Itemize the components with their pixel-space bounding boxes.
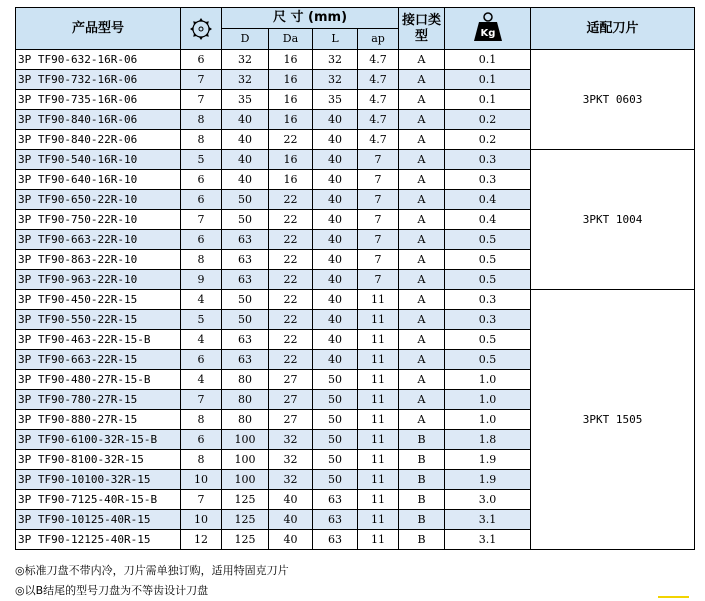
cell-L: 35 xyxy=(313,90,358,110)
header-Da: Da xyxy=(269,29,313,50)
cell-Da: 16 xyxy=(269,170,313,190)
cell-ap: 11 xyxy=(358,510,399,530)
cell-weight: 1.0 xyxy=(445,390,531,410)
cell-type: B xyxy=(399,430,445,450)
cell-Da: 22 xyxy=(269,210,313,230)
weight-unit: Kg xyxy=(480,27,495,39)
cell-type: A xyxy=(399,50,445,70)
cell-ap: 11 xyxy=(358,450,399,470)
cell-model: 3P TF90-7125-40R-15-B xyxy=(16,490,181,510)
cell-ap: 7 xyxy=(358,210,399,230)
cell-model: 3P TF90-650-22R-10 xyxy=(16,190,181,210)
cell-type: A xyxy=(399,70,445,90)
notes xyxy=(15,561,289,601)
cell-teeth: 6 xyxy=(181,430,222,450)
cell-model: 3P TF90-840-16R-06 xyxy=(16,110,181,130)
cell-teeth: 6 xyxy=(181,170,222,190)
cell-teeth: 5 xyxy=(181,150,222,170)
cell-weight: 3.1 xyxy=(445,510,531,530)
cell-L: 40 xyxy=(313,210,358,230)
cell-ap: 4.7 xyxy=(358,50,399,70)
cell-L: 40 xyxy=(313,130,358,150)
header-ap: ap xyxy=(358,29,399,50)
cell-Da: 22 xyxy=(269,190,313,210)
cell-ap: 4.7 xyxy=(358,110,399,130)
cell-ap: 11 xyxy=(358,370,399,390)
cell-model: 3P TF90-12125-40R-15 xyxy=(16,530,181,550)
cell-model: 3P TF90-540-16R-10 xyxy=(16,150,181,170)
table-row xyxy=(16,150,695,170)
header-dimensions: 尺 寸 (mm) xyxy=(222,8,399,29)
cell-insert: 3PKT 1505 xyxy=(531,290,695,550)
cell-ap: 11 xyxy=(358,430,399,450)
cell-Da: 32 xyxy=(269,470,313,490)
cell-L: 40 xyxy=(313,230,358,250)
cell-D: 50 xyxy=(222,210,269,230)
accent-mark xyxy=(658,596,689,598)
cell-L: 50 xyxy=(313,410,358,430)
cell-teeth: 7 xyxy=(181,90,222,110)
cell-D: 63 xyxy=(222,350,269,370)
cell-insert: 3PKT 1004 xyxy=(531,150,695,290)
cell-type: A xyxy=(399,310,445,330)
cell-weight: 0.3 xyxy=(445,290,531,310)
cell-weight: 0.2 xyxy=(445,110,531,130)
header-teeth xyxy=(181,8,222,50)
cell-weight: 1.0 xyxy=(445,410,531,430)
cell-Da: 27 xyxy=(269,390,313,410)
cell-model: 3P TF90-963-22R-10 xyxy=(16,270,181,290)
cell-model: 3P TF90-880-27R-15 xyxy=(16,410,181,430)
cell-teeth: 5 xyxy=(181,310,222,330)
cell-type: A xyxy=(399,270,445,290)
cell-weight: 3.1 xyxy=(445,530,531,550)
cell-ap: 7 xyxy=(358,230,399,250)
cell-ap: 7 xyxy=(358,250,399,270)
cell-model: 3P TF90-663-22R-15 xyxy=(16,350,181,370)
cell-teeth: 12 xyxy=(181,530,222,550)
cell-Da: 22 xyxy=(269,330,313,350)
cell-weight: 0.3 xyxy=(445,170,531,190)
cell-type: A xyxy=(399,290,445,310)
cell-teeth: 8 xyxy=(181,450,222,470)
cell-weight: 0.5 xyxy=(445,270,531,290)
cell-L: 50 xyxy=(313,450,358,470)
cell-Da: 16 xyxy=(269,150,313,170)
cell-ap: 7 xyxy=(358,170,399,190)
cell-teeth: 6 xyxy=(181,350,222,370)
cell-type: B xyxy=(399,450,445,470)
cell-type: B xyxy=(399,530,445,550)
cell-teeth: 9 xyxy=(181,270,222,290)
cell-type: A xyxy=(399,190,445,210)
cell-weight: 0.3 xyxy=(445,310,531,330)
cell-teeth: 10 xyxy=(181,470,222,490)
header-D: D xyxy=(222,29,269,50)
cell-teeth: 8 xyxy=(181,110,222,130)
cell-type: B xyxy=(399,470,445,490)
cell-Da: 40 xyxy=(269,530,313,550)
cell-ap: 11 xyxy=(358,290,399,310)
header-interface xyxy=(399,8,445,50)
cell-D: 63 xyxy=(222,270,269,290)
cell-ap: 4.7 xyxy=(358,90,399,110)
cell-D: 80 xyxy=(222,410,269,430)
cell-model: 3P TF90-640-16R-10 xyxy=(16,170,181,190)
cell-weight: 0.4 xyxy=(445,190,531,210)
cell-D: 125 xyxy=(222,530,269,550)
cell-D: 50 xyxy=(222,290,269,310)
cell-Da: 22 xyxy=(269,350,313,370)
cell-ap: 11 xyxy=(358,330,399,350)
cell-weight: 0.1 xyxy=(445,70,531,90)
cell-teeth: 7 xyxy=(181,210,222,230)
cell-Da: 16 xyxy=(269,110,313,130)
cell-ap: 11 xyxy=(358,490,399,510)
cell-ap: 7 xyxy=(358,150,399,170)
cutter-teeth-icon xyxy=(181,16,221,42)
header-weight xyxy=(445,8,531,50)
cell-D: 32 xyxy=(222,50,269,70)
cell-weight: 0.5 xyxy=(445,350,531,370)
cell-model: 3P TF90-663-22R-10 xyxy=(16,230,181,250)
cell-teeth: 10 xyxy=(181,510,222,530)
cell-D: 50 xyxy=(222,190,269,210)
cell-teeth: 7 xyxy=(181,490,222,510)
cell-type: A xyxy=(399,90,445,110)
cell-weight: 0.3 xyxy=(445,150,531,170)
cell-L: 40 xyxy=(313,270,358,290)
cell-D: 125 xyxy=(222,490,269,510)
cell-D: 40 xyxy=(222,110,269,130)
cell-weight: 0.1 xyxy=(445,90,531,110)
cell-teeth: 4 xyxy=(181,370,222,390)
weight-kg-icon xyxy=(472,11,504,41)
cell-L: 63 xyxy=(313,490,358,510)
cell-model: 3P TF90-863-22R-10 xyxy=(16,250,181,270)
table-row xyxy=(16,50,695,70)
cell-D: 63 xyxy=(222,250,269,270)
cell-type: A xyxy=(399,130,445,150)
cell-ap: 11 xyxy=(358,470,399,490)
note-line: ◎以B结尾的型号刀盘为不等齿设计刀盘 xyxy=(15,584,209,597)
cell-insert: 3PKT 0603 xyxy=(531,50,695,150)
cell-L: 40 xyxy=(313,190,358,210)
cell-type: A xyxy=(399,330,445,350)
cell-model: 3P TF90-632-16R-06 xyxy=(16,50,181,70)
spec-table xyxy=(15,7,695,550)
cell-Da: 27 xyxy=(269,370,313,390)
cell-D: 125 xyxy=(222,510,269,530)
cell-model: 3P TF90-780-27R-15 xyxy=(16,390,181,410)
cell-type: A xyxy=(399,350,445,370)
cell-L: 50 xyxy=(313,390,358,410)
cell-Da: 16 xyxy=(269,90,313,110)
cell-teeth: 8 xyxy=(181,410,222,430)
cell-L: 40 xyxy=(313,310,358,330)
table-row xyxy=(16,290,695,310)
cell-ap: 11 xyxy=(358,350,399,370)
cell-teeth: 6 xyxy=(181,50,222,70)
cell-ap: 11 xyxy=(358,530,399,550)
cell-L: 50 xyxy=(313,470,358,490)
cell-type: A xyxy=(399,250,445,270)
cell-Da: 32 xyxy=(269,450,313,470)
cell-type: A xyxy=(399,110,445,130)
cell-Da: 22 xyxy=(269,230,313,250)
cell-D: 40 xyxy=(222,130,269,150)
cell-Da: 22 xyxy=(269,290,313,310)
header-insert: 适配刀片 xyxy=(531,8,695,50)
note-line: ◎标准刀盘不带内冷，刀片需单独订购，适用特固克刀片 xyxy=(15,564,289,577)
cell-L: 40 xyxy=(313,290,358,310)
cell-teeth: 8 xyxy=(181,250,222,270)
cell-D: 100 xyxy=(222,430,269,450)
cell-model: 3P TF90-10100-32R-15 xyxy=(16,470,181,490)
cell-Da: 22 xyxy=(269,310,313,330)
cell-ap: 11 xyxy=(358,310,399,330)
cell-type: A xyxy=(399,370,445,390)
cell-type: B xyxy=(399,490,445,510)
cell-model: 3P TF90-732-16R-06 xyxy=(16,70,181,90)
header-model: 产品型号 xyxy=(16,8,181,50)
cell-L: 40 xyxy=(313,350,358,370)
cell-weight: 1.0 xyxy=(445,370,531,390)
cell-Da: 27 xyxy=(269,410,313,430)
cell-L: 50 xyxy=(313,370,358,390)
cell-D: 80 xyxy=(222,390,269,410)
cell-L: 40 xyxy=(313,170,358,190)
cell-weight: 1.8 xyxy=(445,430,531,450)
cell-model: 3P TF90-463-22R-15-B xyxy=(16,330,181,350)
cell-Da: 22 xyxy=(269,130,313,150)
cell-model: 3P TF90-735-16R-06 xyxy=(16,90,181,110)
cell-ap: 7 xyxy=(358,190,399,210)
cell-model: 3P TF90-550-22R-15 xyxy=(16,310,181,330)
cell-D: 100 xyxy=(222,470,269,490)
cell-weight: 3.0 xyxy=(445,490,531,510)
cell-L: 32 xyxy=(313,50,358,70)
cell-type: A xyxy=(399,150,445,170)
cell-weight: 0.1 xyxy=(445,50,531,70)
header-L: L xyxy=(313,29,358,50)
cell-D: 80 xyxy=(222,370,269,390)
cell-model: 3P TF90-480-27R-15-B xyxy=(16,370,181,390)
cell-Da: 40 xyxy=(269,490,313,510)
cell-ap: 7 xyxy=(358,270,399,290)
cell-Da: 16 xyxy=(269,50,313,70)
cell-D: 63 xyxy=(222,230,269,250)
cell-D: 63 xyxy=(222,330,269,350)
cell-L: 63 xyxy=(313,530,358,550)
cell-model: 3P TF90-6100-32R-15-B xyxy=(16,430,181,450)
cell-teeth: 4 xyxy=(181,330,222,350)
cell-type: B xyxy=(399,510,445,530)
cell-teeth: 8 xyxy=(181,130,222,150)
cell-D: 35 xyxy=(222,90,269,110)
cell-model: 3P TF90-450-22R-15 xyxy=(16,290,181,310)
cell-L: 40 xyxy=(313,110,358,130)
cell-weight: 1.9 xyxy=(445,450,531,470)
cell-type: A xyxy=(399,390,445,410)
spec-table-body xyxy=(16,50,695,550)
cell-L: 50 xyxy=(313,430,358,450)
cell-L: 32 xyxy=(313,70,358,90)
cell-Da: 32 xyxy=(269,430,313,450)
cell-ap: 4.7 xyxy=(358,70,399,90)
cell-L: 40 xyxy=(313,250,358,270)
cell-ap: 11 xyxy=(358,410,399,430)
cell-weight: 1.9 xyxy=(445,470,531,490)
cell-D: 50 xyxy=(222,310,269,330)
cell-weight: 0.4 xyxy=(445,210,531,230)
cell-model: 3P TF90-750-22R-10 xyxy=(16,210,181,230)
cell-D: 32 xyxy=(222,70,269,90)
cell-model: 3P TF90-840-22R-06 xyxy=(16,130,181,150)
cell-weight: 0.5 xyxy=(445,230,531,250)
cell-weight: 0.2 xyxy=(445,130,531,150)
cell-L: 40 xyxy=(313,330,358,350)
cell-Da: 16 xyxy=(269,70,313,90)
cell-type: A xyxy=(399,410,445,430)
cell-weight: 0.5 xyxy=(445,250,531,270)
cell-model: 3P TF90-8100-32R-15 xyxy=(16,450,181,470)
cell-Da: 22 xyxy=(269,270,313,290)
cell-L: 40 xyxy=(313,150,358,170)
cell-D: 40 xyxy=(222,170,269,190)
header-interface-label: 接口类型 xyxy=(402,12,442,44)
cell-D: 100 xyxy=(222,450,269,470)
cell-Da: 22 xyxy=(269,250,313,270)
cell-type: A xyxy=(399,170,445,190)
cell-weight: 0.5 xyxy=(445,330,531,350)
cell-ap: 4.7 xyxy=(358,130,399,150)
cell-teeth: 7 xyxy=(181,390,222,410)
cell-type: A xyxy=(399,210,445,230)
cell-model: 3P TF90-10125-40R-15 xyxy=(16,510,181,530)
cell-teeth: 6 xyxy=(181,230,222,250)
cell-teeth: 4 xyxy=(181,290,222,310)
cell-Da: 40 xyxy=(269,510,313,530)
cell-type: A xyxy=(399,230,445,250)
cell-L: 63 xyxy=(313,510,358,530)
cell-ap: 11 xyxy=(358,390,399,410)
cell-teeth: 7 xyxy=(181,70,222,90)
cell-teeth: 6 xyxy=(181,190,222,210)
cell-D: 40 xyxy=(222,150,269,170)
